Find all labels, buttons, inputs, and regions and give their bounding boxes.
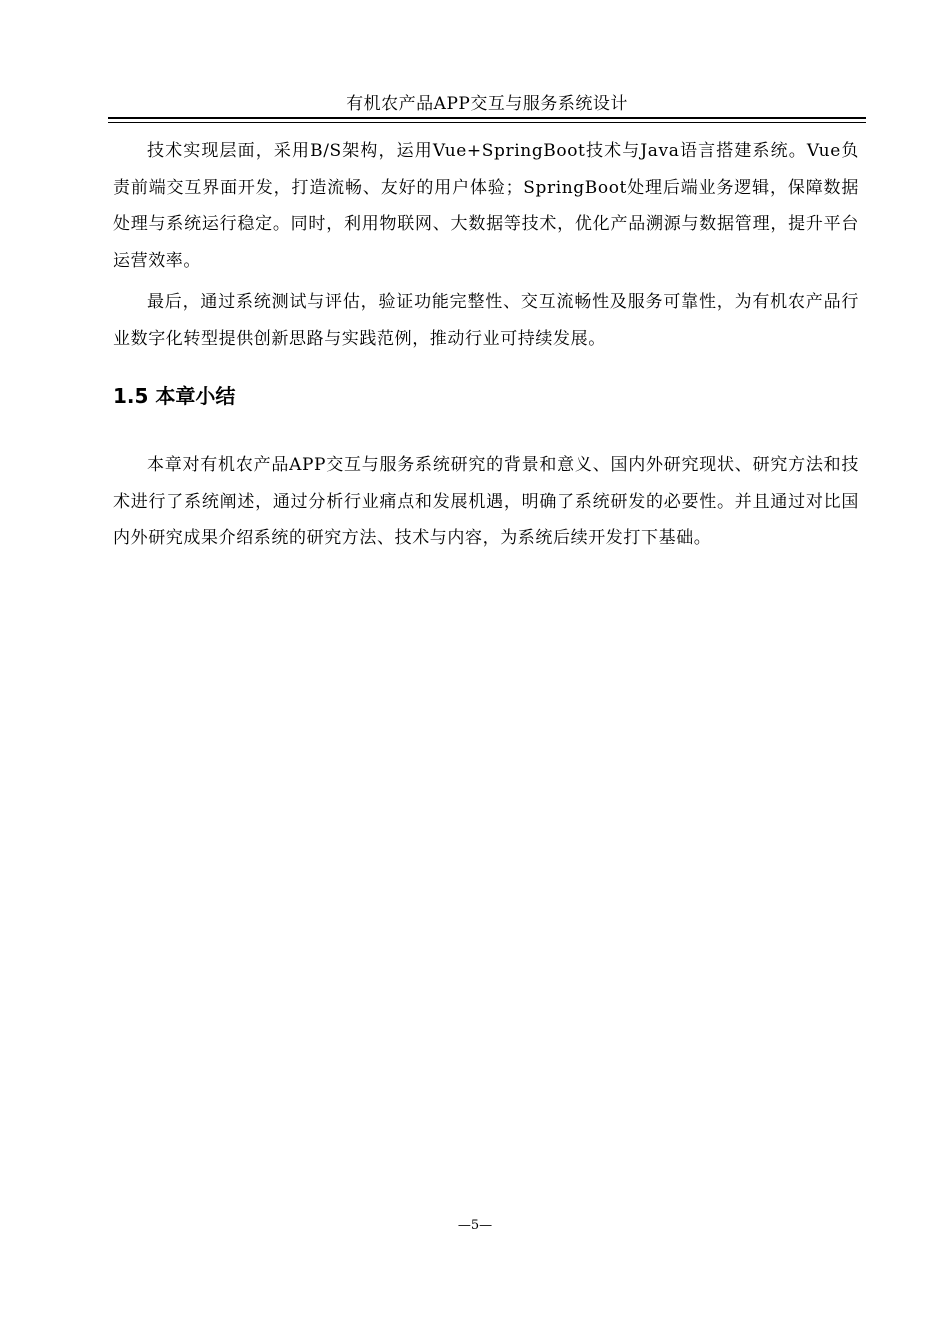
paragraph-tech-implementation: 技术实现层面，采用B/S架构，运用Vue+SpringBoot技术与Java语言搭建系统。Vue负责前端交互界面开发，打造流畅、友好的用户体验；SpringBoot处理后端业务逻辑，保障数据处理与系统运行稳定。同时，利用物联网、大数据等技术，优化产品溯源与数据管理，提升平台运营效率。 bbox=[113, 141, 859, 271]
body-paragraph-block-2 bbox=[113, 284, 859, 357]
body-paragraph-block-1 bbox=[113, 133, 859, 279]
header-rule-thin bbox=[108, 122, 866, 123]
paragraph-final-evaluation: 最后，通过系统测试与评估，验证功能完整性、交互流畅性及服务可靠性，为有机农产品行业数字化转型提供创新思路与实践范例，推动行业可持续发展。 bbox=[113, 292, 859, 349]
header-rule-thick bbox=[108, 117, 866, 119]
page-number: —5— bbox=[457, 1218, 493, 1233]
body-paragraph-block-3 bbox=[113, 447, 859, 557]
paragraph-chapter-summary: 本章对有机农产品APP交互与服务系统研究的背景和意义、国内外研究现状、研究方法和技术进行了系统阐述，通过分析行业痛点和发展机遇，明确了系统研发的必要性。并且通过对比国内外研究成果介绍系统的研究方法、技术与内容，为系统后续开发打下基础。 bbox=[113, 455, 859, 548]
section-heading: 1.5 本章小结 bbox=[113, 384, 236, 408]
page-header-title: 有机农产品APP交互与服务系统设计 bbox=[346, 94, 628, 114]
